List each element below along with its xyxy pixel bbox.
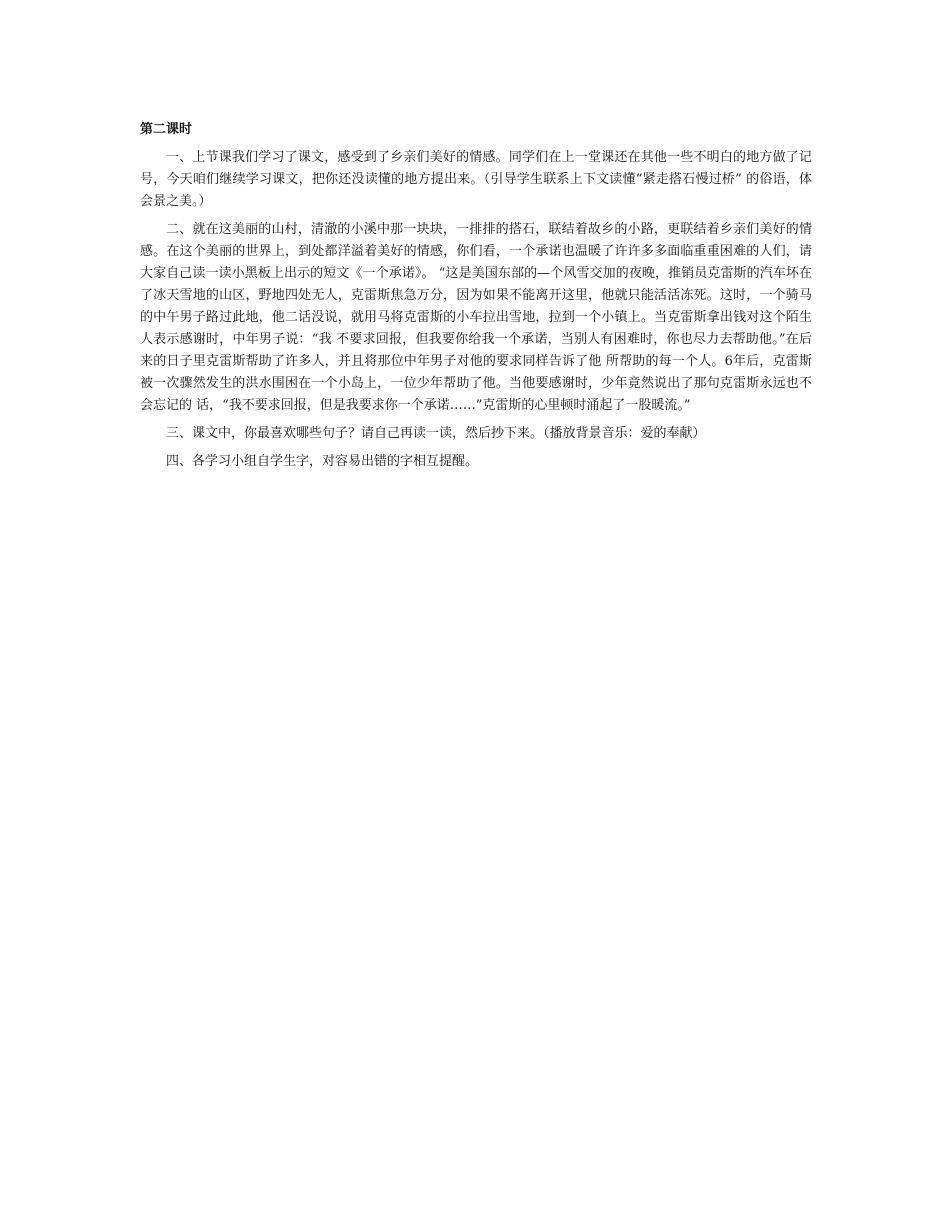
paragraph-favorite-sentences: 三、课文中，你最喜欢哪些句子？请自己再读一读，然后抄下来。（播放背景音乐：爱的奉献） xyxy=(166,426,706,441)
paragraph-review: 一、上节课我们学习了课文，感受到了乡亲们美好的情感。同学们在上一堂课还在其他一些不明白的地方做了记号，今天咱们继续学习课文，把你还没读懂的地方提出来。（引导学生联系上下文读懂“紧走搭石慢过桥” 的俗语，体会景之美。） xyxy=(140,150,812,209)
paragraph-group-study: 四、各学习小组自学生字，对容易出错的字相互提醒。 xyxy=(166,454,479,469)
paragraph-promise-story: 二、就在这美丽的山村，清澈的小溪中那一块块，一排排的搭石，联结着故乡的小路，更联结着乡亲们美好的情感。在这个美丽的世界上，到处都洋溢着美好的情感，你们看，一个承诺也温暖了许许多多面临重重困难的人们，请大家自己读一读小黑板上出示的短文《一个承诺》。 “这是美国东部的—个风雪交加的夜晚，推销员克雷斯的汽车坏在了冰天雪地的山区，野地四处无人，克雷斯焦急万分，因为如果不能离开这里，他就只能活活冻死。这时，一个骑马的中午男子路过此地，他二话没说，就用马将克雷斯的小车拉出雪地，拉到一个小镇上。当克雷斯拿出钱对这个陌生人表示感谢时，中年男子说：“我 不要求回报，但我要你给我一个承诺，当别人有困难时，你也尽力去帮助他。”在后来的日子里克雷斯帮助了许多人，并且将那位中年男子对他的要求同样告诉了他 所帮助的每一个人。6年后，克雷斯被一次骤然发生的洪水围困在一个小岛上，一位少年帮助了他。当他要感谢时，少年竟然说出了那句克雷斯永远也不会忘记的 话，“我不要求回报，但是我要求你一个承诺……”克雷斯的心里顿时涌起了一股暖流。” xyxy=(140,222,812,413)
section-heading: 第二课时 xyxy=(140,122,193,137)
document-body xyxy=(140,119,812,479)
